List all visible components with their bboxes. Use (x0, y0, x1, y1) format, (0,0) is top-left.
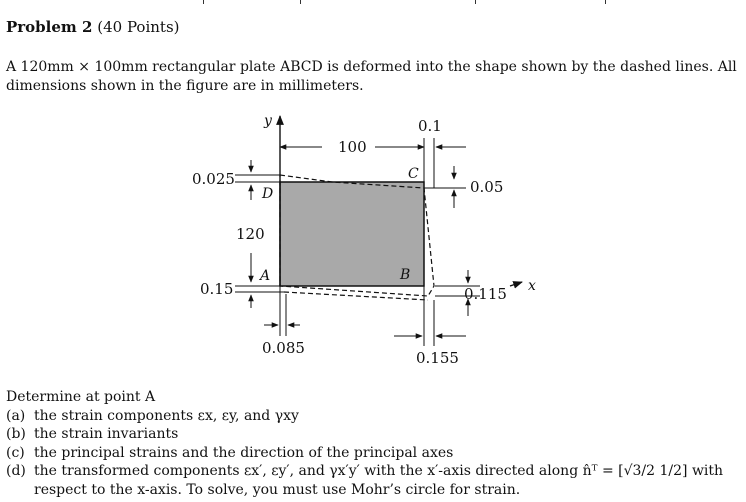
task-lead: Determine at point A (6, 389, 156, 405)
bottom-right-shift-dimension: 0.155 (416, 349, 459, 367)
problem-heading (6, 18, 180, 36)
task-text: the strain invariants (34, 426, 179, 443)
width-dimension: 100 (338, 138, 367, 156)
task-text: the transformed components εx′, εy′, and γx′y′ with the x′-axis directed along n̂ᵀ = [√3/2 1/2] with respect to the x-axis. To solve, you must use Mohr’s circle for strain. (34, 463, 724, 498)
task-text: the principal strains and the direction of the principal axes (34, 444, 454, 461)
x-axis-label: x (528, 278, 536, 294)
bottom-left-rise-dimension: 0.15 (200, 280, 234, 298)
y-axis-label: y (264, 113, 272, 129)
point-a-label: A (260, 268, 271, 284)
right-drop-dimension: 0.05 (470, 178, 504, 196)
task-list (6, 388, 742, 500)
point-d-label: D (262, 186, 274, 202)
task-letter: (c) (6, 444, 25, 461)
top-edge-mark (475, 0, 476, 4)
bottom-right-drop-dimension: 0.115 (464, 285, 507, 303)
bottom-left-shift-dimension: 0.085 (262, 339, 305, 357)
problem-points: (40 Points) (97, 18, 180, 36)
height-dimension: 120 (236, 225, 265, 243)
task-item-b (6, 425, 742, 444)
x-axis-arrow (510, 282, 522, 286)
problem-label: Problem 2 (6, 18, 93, 36)
task-item-a (6, 407, 742, 426)
top-edge-mark (300, 0, 301, 4)
top-left-rise-dimension: 0.025 (192, 170, 235, 188)
task-letter: (a) (6, 407, 26, 424)
point-c-label: C (408, 166, 419, 182)
task-text: the strain components εx, εy, and γxy (34, 407, 299, 424)
top-edge-mark (203, 0, 204, 4)
deformed-bottom-edge (284, 292, 428, 300)
task-item-d (6, 462, 742, 499)
top-shift-dimension: 0.1 (418, 117, 442, 135)
point-b-label: B (400, 267, 411, 283)
task-letter: (d) (6, 463, 26, 480)
problem-statement: A 120mm × 100mm rectangular plate ABCD is deformed into the shape shown by the dashed lines. All dimensions shown in the figure are in millimeters. (6, 59, 737, 94)
top-edge-mark (605, 0, 606, 4)
plate-deformation-figure (180, 108, 560, 378)
task-item-c (6, 444, 742, 463)
task-letter: (b) (6, 426, 26, 443)
